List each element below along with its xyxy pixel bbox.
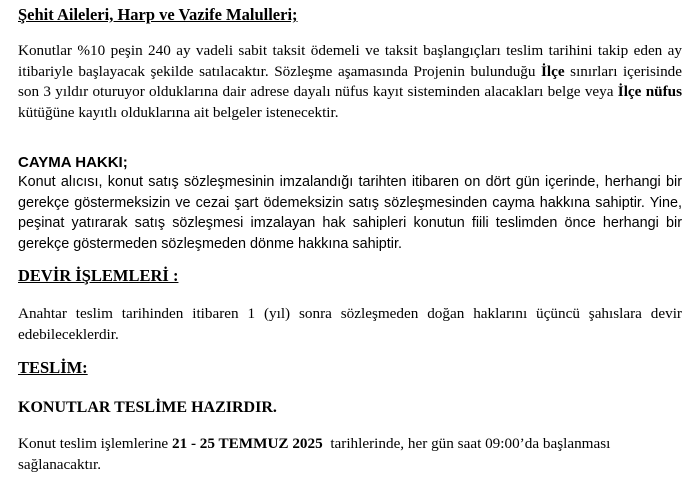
paragraph-text: Konutlar %10 peşin 240 ay vadeli sabit taksit ödemeli ve taksit başlangıçları teslim tarihini takip eden ay itibariyle başlayacak şekilde satılacaktır. Sözleşme aşamasında Projenin bulunduğu (18, 42, 682, 80)
bold-ilce-nufus: İlçe nüfus (617, 83, 682, 100)
paragraph-text: sınırları içerisinde son 3 yıldır oturuyor olduklarına dair adrese dayalı nüfus kayıt sisteminden alacakları belge veya (18, 62, 682, 100)
teslim-heading: TESLİM: (18, 358, 88, 377)
paragraph-text: Konut teslim işlemlerine (18, 435, 172, 452)
devir-paragraph: Anahtar teslim tarihinden itibaren 1 (yıl) sonra sözleşmeden doğan haklarını üçüncü şahıslara devir edebileceklerdir. (18, 305, 682, 343)
paragraph-text: kütüğüne kayıtlı olduklarına ait belgeler istenecektir. (18, 103, 339, 121)
teslim-subheading: KONUTLAR TESLİME HAZIRDIR. (18, 399, 277, 416)
teslim-dates: 21 - 25 TEMMUZ 2025 (171, 435, 323, 452)
cayma-paragraph: Konut alıcısı, konut satış sözleşmesinin imzalandığı tarihten itibaren on dört gün içerinde, herhangi bir gerekçe göstermeksizin ve cezai şart ödemeksizin satış sözleşmesinden cayma hakkına sahiptir. Yine, peşinat yatırarak satış sözleşmesi imzalayan hak sahipleri konutun fiili teslimden önce herhangi bir gerekçe göstermeden sözleşmeden dönme hakkına sahiptir. (18, 174, 682, 252)
paragraph-text: tarihlerinde, her gün saat 09:00’da başlanması sağlanacaktır. (18, 435, 615, 473)
teslim-paragraph (18, 434, 682, 475)
paragraph-sehit-conditions (18, 41, 682, 123)
section-heading-sehit: Şehit Aileleri, Harp ve Vazife Malulleri; (18, 5, 298, 24)
bold-ilce: İlçe (541, 62, 565, 80)
cayma-heading: CAYMA HAKKI; (18, 154, 128, 171)
devir-heading: DEVİR İŞLEMLERİ : (18, 266, 179, 285)
